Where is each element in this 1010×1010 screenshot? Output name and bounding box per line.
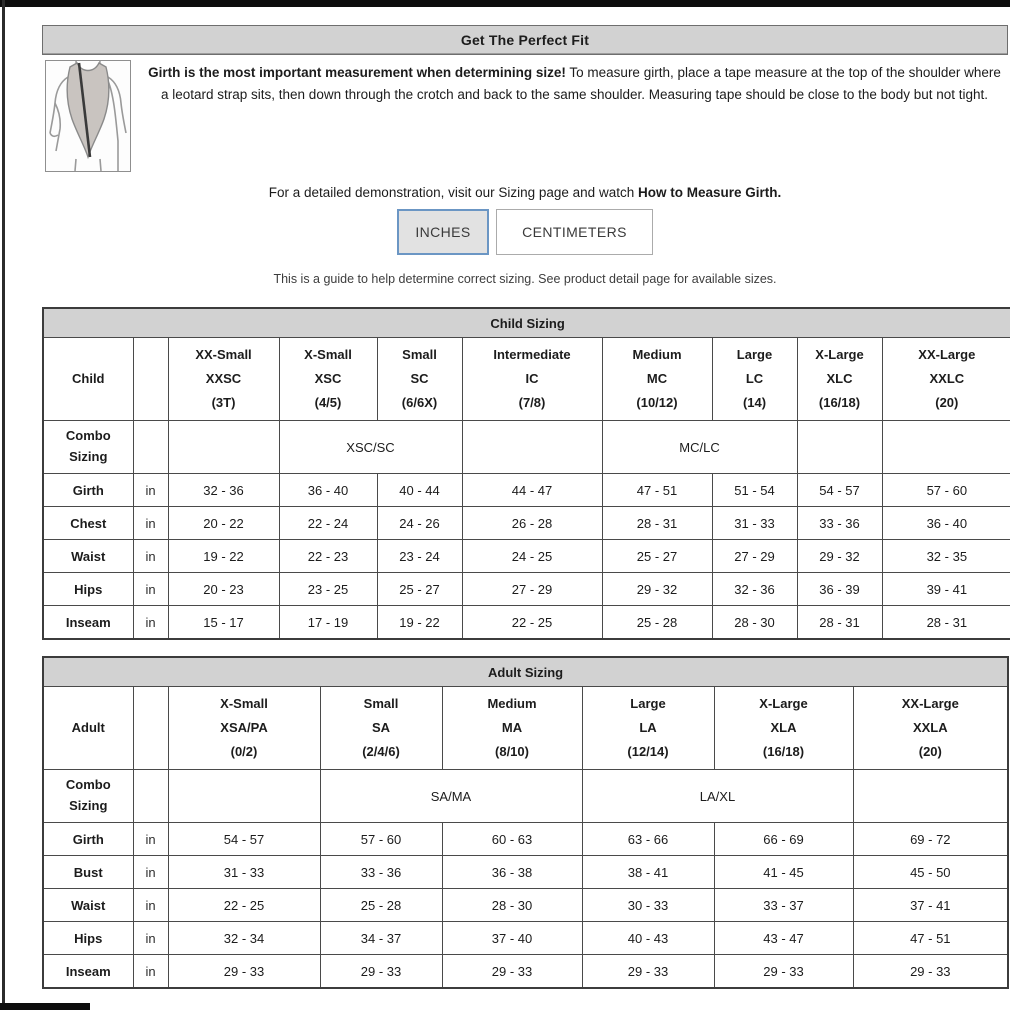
adult-row-label: Waist	[43, 889, 133, 922]
adult-value-cell: 30 - 33	[582, 889, 714, 922]
child-value-cell: 31 - 33	[712, 507, 797, 540]
window-top-edge	[0, 0, 1010, 7]
child-value-cell: 27 - 29	[712, 540, 797, 573]
child-value-cell: 28 - 31	[882, 606, 1010, 640]
child-row-label: Hips	[43, 573, 133, 606]
adult-combo-cell: LA/XL	[582, 770, 853, 823]
adult-value-cell: 32 - 34	[168, 922, 320, 955]
child-value-cell: 22 - 23	[279, 540, 377, 573]
child-value-cell: 33 - 36	[797, 507, 882, 540]
adult-corner-label: Adult	[43, 687, 133, 770]
child-value-cell: 36 - 40	[279, 474, 377, 507]
adult-size-header: XX-Large XXLA (20)	[853, 687, 1008, 770]
child-value-cell: 32 - 36	[168, 474, 279, 507]
child-value-cell: 51 - 54	[712, 474, 797, 507]
adult-unit-cell: in	[133, 823, 168, 856]
child-row-label: Waist	[43, 540, 133, 573]
adult-unit-cell: in	[133, 922, 168, 955]
child-unit-cell: in	[133, 507, 168, 540]
adult-unit-cell: in	[133, 889, 168, 922]
adult-table-title: Adult Sizing	[43, 657, 1008, 687]
child-value-cell: 44 - 47	[462, 474, 602, 507]
inches-button[interactable]: INCHES	[397, 209, 489, 255]
girth-instructions	[131, 60, 1008, 172]
child-size-header: Small SC (6/6X)	[377, 338, 462, 421]
child-combo-cell	[168, 421, 279, 474]
child-size-header: Large LC (14)	[712, 338, 797, 421]
child-value-cell: 25 - 28	[602, 606, 712, 640]
child-size-header: X-Small XSC (4/5)	[279, 338, 377, 421]
child-value-cell: 15 - 17	[168, 606, 279, 640]
child-value-cell: 54 - 57	[797, 474, 882, 507]
adult-value-cell: 29 - 33	[714, 955, 853, 989]
guide-note: This is a guide to help determine correct sizing. See product detail page for available sizes.	[273, 272, 777, 286]
child-value-cell: 28 - 31	[602, 507, 712, 540]
adult-unit-cell: in	[133, 856, 168, 889]
adult-value-cell: 63 - 66	[582, 823, 714, 856]
child-value-cell: 17 - 19	[279, 606, 377, 640]
window-left-edge	[2, 0, 5, 1010]
demo-line-text: For a detailed demonstration, visit our Sizing page and watch	[268, 185, 638, 200]
adult-size-header: Large LA (12/14)	[582, 687, 714, 770]
child-size-header: Medium MC (10/12)	[602, 338, 712, 421]
child-row-label: Girth	[43, 474, 133, 507]
child-unit-cell: in	[133, 606, 168, 640]
centimeters-button[interactable]: CENTIMETERS	[496, 209, 653, 255]
page-title: Get The Perfect Fit	[42, 25, 1008, 55]
child-unit-cell: in	[133, 540, 168, 573]
child-unit-header	[133, 338, 168, 421]
adult-sizing-table	[42, 656, 1009, 989]
girth-instructions-bold: Girth is the most important measurement when determining size!	[148, 65, 566, 80]
child-value-cell: 22 - 25	[462, 606, 602, 640]
adult-unit-cell: in	[133, 955, 168, 989]
adult-size-header: X-Small XSA/PA (0/2)	[168, 687, 320, 770]
adult-value-cell: 33 - 37	[714, 889, 853, 922]
adult-value-cell: 69 - 72	[853, 823, 1008, 856]
adult-value-cell: 29 - 33	[442, 955, 582, 989]
child-value-cell: 19 - 22	[377, 606, 462, 640]
child-value-cell: 39 - 41	[882, 573, 1010, 606]
child-unit-cell: in	[133, 474, 168, 507]
child-value-cell: 24 - 26	[377, 507, 462, 540]
intro-section	[42, 60, 1008, 172]
adult-value-cell: 28 - 30	[442, 889, 582, 922]
adult-combo-cell: SA/MA	[320, 770, 582, 823]
child-value-cell: 36 - 39	[797, 573, 882, 606]
leotard-measurement-icon	[46, 61, 130, 171]
child-value-cell: 29 - 32	[797, 540, 882, 573]
child-value-cell: 24 - 25	[462, 540, 602, 573]
adult-value-cell: 43 - 47	[714, 922, 853, 955]
adult-combo-cell	[168, 770, 320, 823]
unit-toggle	[42, 209, 1008, 255]
adult-value-cell: 36 - 38	[442, 856, 582, 889]
adult-row-label: Inseam	[43, 955, 133, 989]
child-corner-label: Child	[43, 338, 133, 421]
adult-value-cell: 54 - 57	[168, 823, 320, 856]
sizing-tables	[42, 307, 1008, 989]
child-value-cell: 40 - 44	[377, 474, 462, 507]
child-combo-cell	[882, 421, 1010, 474]
adult-size-header: Medium MA (8/10)	[442, 687, 582, 770]
child-row-label: Inseam	[43, 606, 133, 640]
child-combo-unit-cell	[133, 421, 168, 474]
child-value-cell: 23 - 25	[279, 573, 377, 606]
adult-row-label: Girth	[43, 823, 133, 856]
child-value-cell: 32 - 35	[882, 540, 1010, 573]
adult-value-cell: 37 - 41	[853, 889, 1008, 922]
child-value-cell: 19 - 22	[168, 540, 279, 573]
child-value-cell: 47 - 51	[602, 474, 712, 507]
adult-value-cell: 29 - 33	[853, 955, 1008, 989]
girth-instructions-rest: To measure girth, place a tape measure at the top of the shoulder where a leotard strap sits, then down through the crotch and back to the same shoulder. Measuring tape should be close to the body but not tight.	[160, 65, 1001, 102]
child-value-cell: 26 - 28	[462, 507, 602, 540]
child-value-cell: 28 - 30	[712, 606, 797, 640]
window-bottom-edge	[0, 1003, 90, 1010]
child-value-cell: 57 - 60	[882, 474, 1010, 507]
child-value-cell: 27 - 29	[462, 573, 602, 606]
demo-line	[42, 185, 1008, 200]
child-value-cell: 20 - 22	[168, 507, 279, 540]
child-combo-cell: MC/LC	[602, 421, 797, 474]
adult-combo-cell	[853, 770, 1008, 823]
child-combo-cell	[797, 421, 882, 474]
demo-line-bold: How to Measure Girth.	[637, 185, 782, 200]
child-size-header: Intermediate IC (7/8)	[462, 338, 602, 421]
sizing-guide-page	[42, 25, 1008, 989]
child-value-cell: 23 - 24	[377, 540, 462, 573]
adult-value-cell: 22 - 25	[168, 889, 320, 922]
child-value-cell: 29 - 32	[602, 573, 712, 606]
leotard-girth-illustration	[45, 60, 131, 172]
adult-combo-label: Combo Sizing	[43, 770, 133, 823]
adult-value-cell: 33 - 36	[320, 856, 442, 889]
adult-size-header: Small SA (2/4/6)	[320, 687, 442, 770]
adult-value-cell: 34 - 37	[320, 922, 442, 955]
adult-value-cell: 57 - 60	[320, 823, 442, 856]
adult-value-cell: 40 - 43	[582, 922, 714, 955]
child-row-label: Chest	[43, 507, 133, 540]
adult-value-cell: 47 - 51	[853, 922, 1008, 955]
child-value-cell: 20 - 23	[168, 573, 279, 606]
child-value-cell: 28 - 31	[797, 606, 882, 640]
child-value-cell: 22 - 24	[279, 507, 377, 540]
child-size-header: XX-Small XXSC (3T)	[168, 338, 279, 421]
adult-row-label: Hips	[43, 922, 133, 955]
adult-size-header: X-Large XLA (16/18)	[714, 687, 853, 770]
child-unit-cell: in	[133, 573, 168, 606]
adult-unit-header	[133, 687, 168, 770]
adult-value-cell: 38 - 41	[582, 856, 714, 889]
adult-value-cell: 29 - 33	[168, 955, 320, 989]
adult-value-cell: 31 - 33	[168, 856, 320, 889]
child-combo-cell	[462, 421, 602, 474]
child-value-cell: 36 - 40	[882, 507, 1010, 540]
adult-value-cell: 25 - 28	[320, 889, 442, 922]
adult-value-cell: 41 - 45	[714, 856, 853, 889]
child-value-cell: 25 - 27	[377, 573, 462, 606]
adult-row-label: Bust	[43, 856, 133, 889]
adult-value-cell: 60 - 63	[442, 823, 582, 856]
adult-value-cell: 45 - 50	[853, 856, 1008, 889]
child-table-title: Child Sizing	[43, 308, 1010, 338]
adult-combo-unit-cell	[133, 770, 168, 823]
child-combo-label: Combo Sizing	[43, 421, 133, 474]
adult-value-cell: 29 - 33	[582, 955, 714, 989]
child-sizing-table	[42, 307, 1010, 640]
child-value-cell: 25 - 27	[602, 540, 712, 573]
child-combo-cell: XSC/SC	[279, 421, 462, 474]
child-value-cell: 32 - 36	[712, 573, 797, 606]
adult-value-cell: 37 - 40	[442, 922, 582, 955]
child-size-header: X-Large XLC (16/18)	[797, 338, 882, 421]
adult-value-cell: 29 - 33	[320, 955, 442, 989]
child-size-header: XX-Large XXLC (20)	[882, 338, 1010, 421]
adult-value-cell: 66 - 69	[714, 823, 853, 856]
